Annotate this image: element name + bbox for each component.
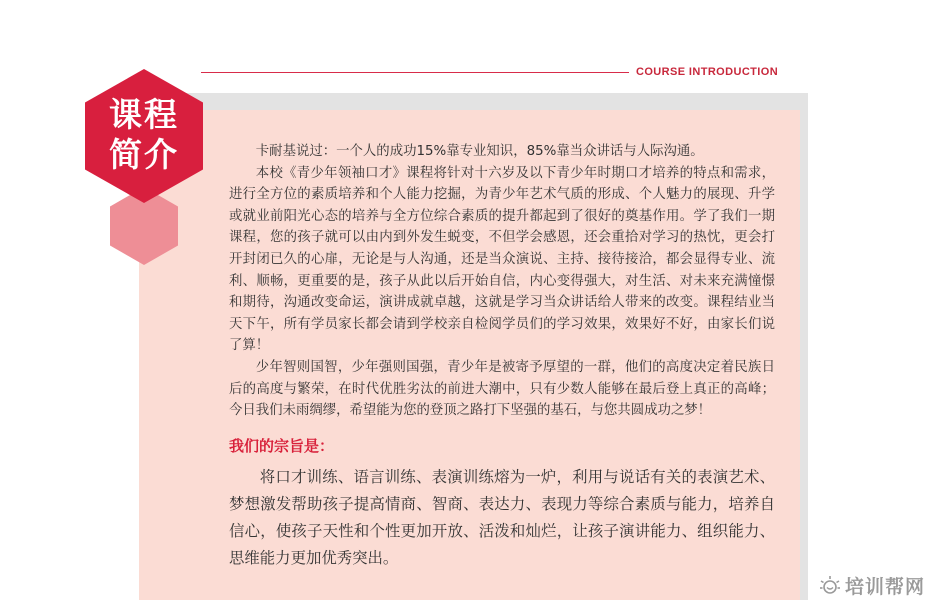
- header-rule: [201, 72, 629, 73]
- sun-smile-icon: [819, 575, 841, 597]
- youth-paragraph: 少年智则国智，少年强则国强，青少年是被寄予厚望的一群，他们的高度决定着民族日后的高度与繁荣，在时代优胜劣汰的前进大潮中，只有少数人能够在最后登上真正的高峰；今日我们未雨绸缪，希望能为您的登顶之路打下坚强的基石，与您共圆成功之梦！: [229, 359, 775, 419]
- section-title-line2: 简介: [109, 135, 179, 174]
- section-title-line1: 课程: [109, 95, 179, 134]
- watermark-text: 培训帮网: [844, 576, 925, 598]
- mission-heading: 我们的宗旨是：: [229, 436, 335, 455]
- section-title: [85, 95, 203, 175]
- intro-paragraph: 卡耐基说过：一个人的成功15%靠专业知识，85%靠当众讲话与人际沟通。: [255, 144, 704, 159]
- course-introduction-title: COURSE INTRODUCTION: [636, 66, 779, 78]
- article-body: [229, 141, 775, 572]
- site-watermark: [815, 570, 929, 601]
- mission-paragraph: 将口才训练、语言训练、表演训练熔为一炉，利用与说话有关的表演艺术、梦想激发帮助孩子提高情商、智商、表达力、表现力等综合素质与能力，培养自信心，使孩子天性和个性更加开放、活泼和灿烂，让孩子演讲能力、组织能力、思维能力更加优秀突出。: [229, 467, 775, 567]
- course-paragraph: 本校《青少年领袖口才》课程将针对十六岁及以下青少年时期口才培养的特点和需求，进行全方位的素质培养和个人能力挖掘，为青少年艺术气质的形成、个人魅力的展现、升学或就业前阳光心态的培养与全方位综合素质的提升都起到了很好的奠基作用。学了我们一期课程，您的孩子就可以由内到外发生蜕变，不但学会感恩，还会重拾对学习的热忱，更会打开封闭已久的心扉，无论是与人沟通，还是当众演说、主持、接待接洽，都会显得专业、流利、顺畅，更重要的是，孩子从此以后开始自信，内心变得强大，对生活、对未来充满憧憬和期待，沟通改变命运，演讲成就卓越，这就是学习当众讲话给人带来的改变。课程结业当天下午，所有学员家长都会请到学校亲自检阅学员们的学习效果，效果好不好，由家长们说了算！: [229, 165, 775, 354]
